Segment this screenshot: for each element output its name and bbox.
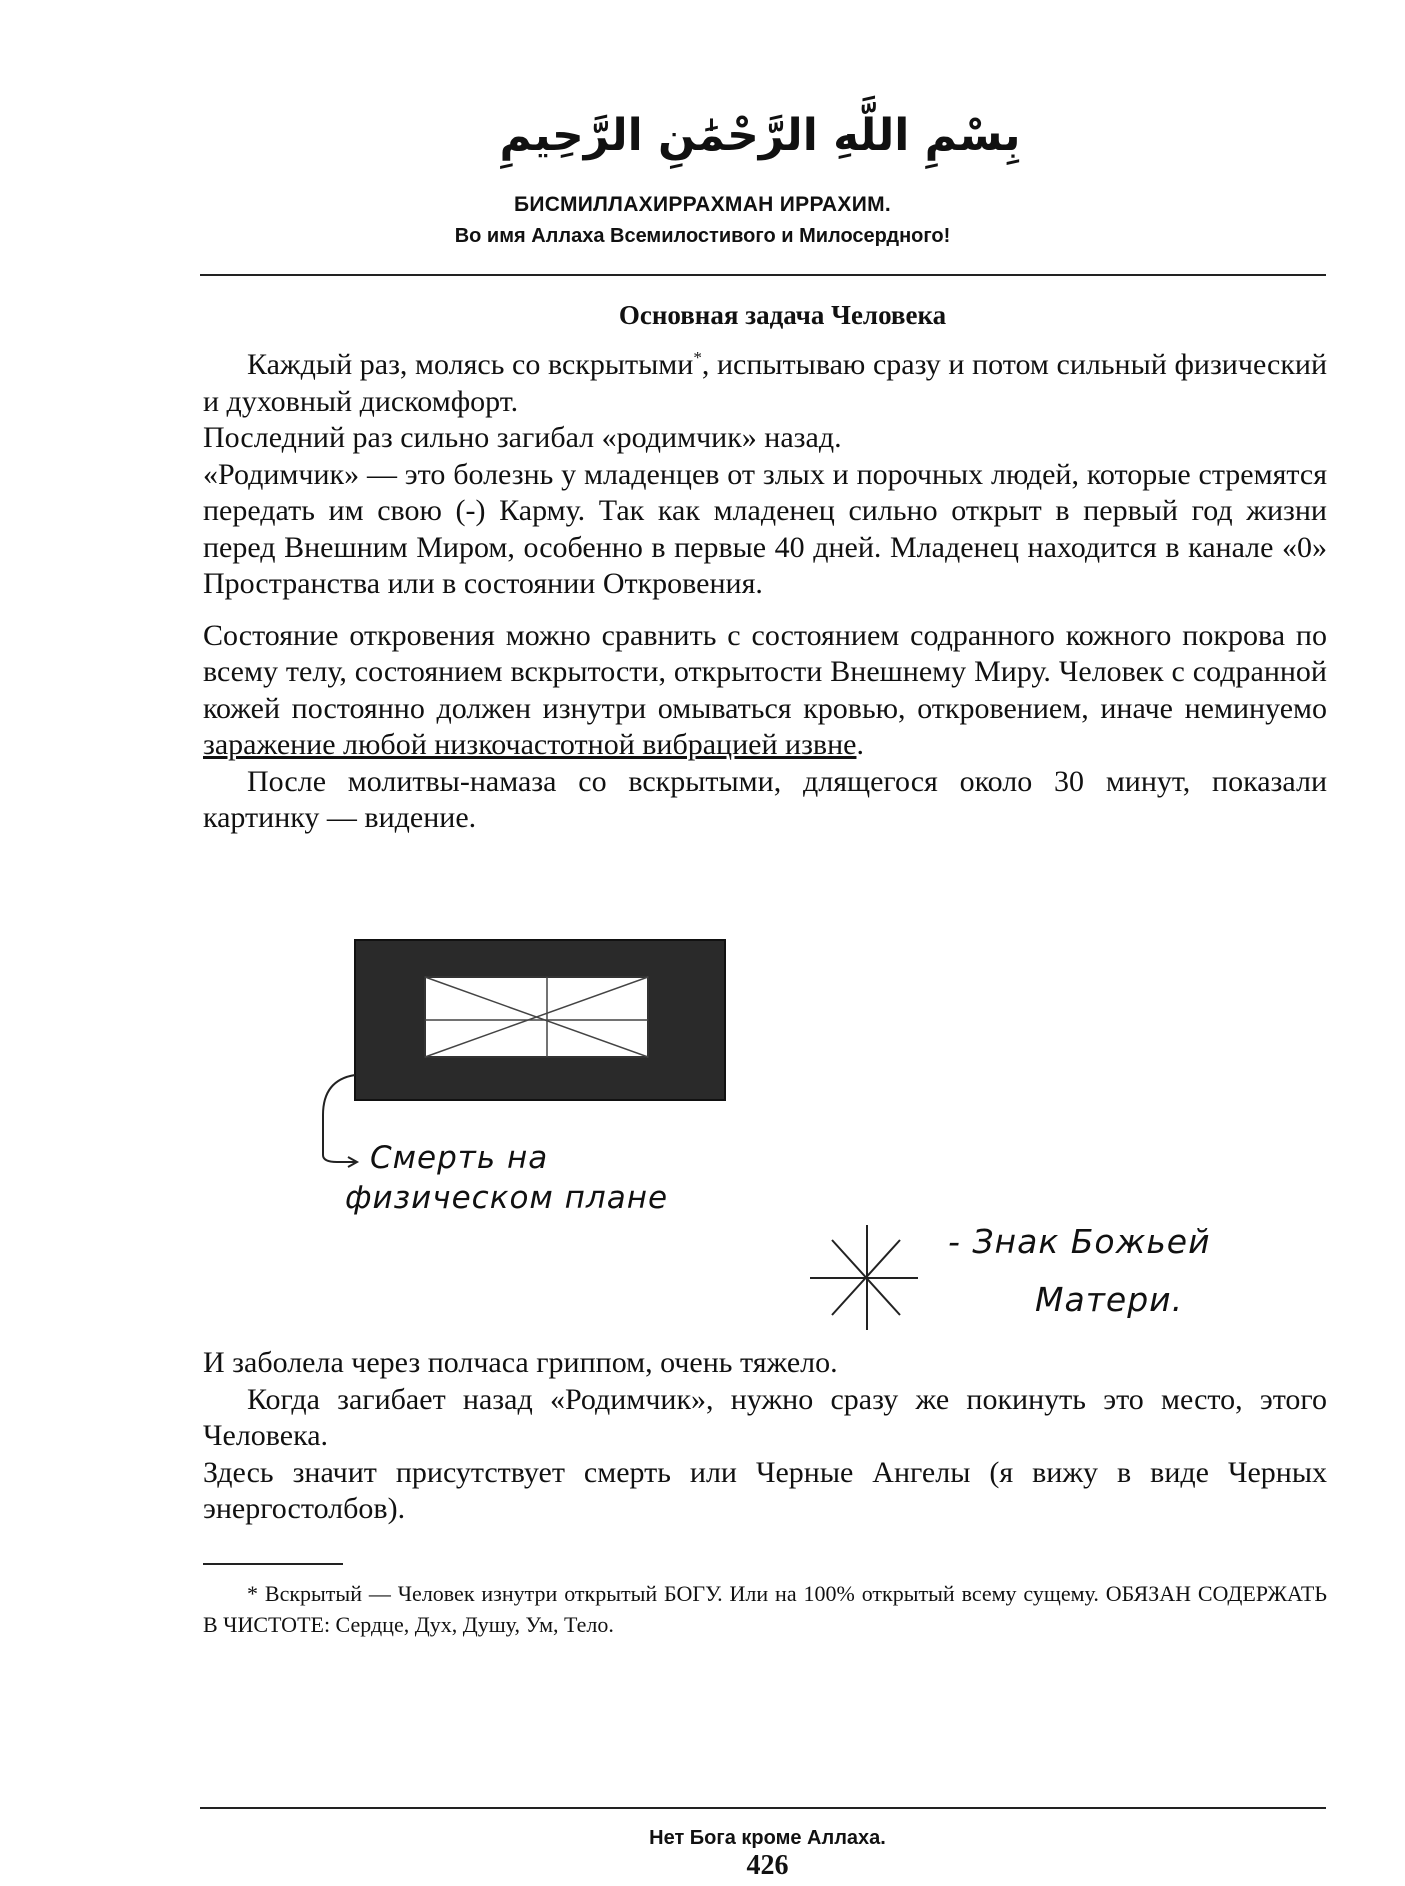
body-text-continued [203,1345,1327,1528]
paragraph-1-end: , испытываю сразу и потом сильный физический и духовный дискомфорт. [203,348,1328,418]
footnote-divider [203,1563,343,1565]
handwritten-label-sign-2: Матери. [1035,1280,1184,1319]
paragraph-2: Последний раз сильно загибал «родимчик» назад. [203,421,842,454]
footer-divider [200,1807,1326,1809]
paragraph-5: После молитвы-намаза со вскрытыми, длящегося около 30 минут, показали картинку — видение. [203,764,1327,834]
paragraph-8: Здесь значит присутствует смерть или Черные Ангелы (я вижу в виде Черных энергостолбов). [203,1455,1327,1525]
paragraph-4-start: Состояние откровения можно сравнить с состоянием содранного кожного покрова по всему телу, состоянием вскрытости, открытости Внешнему Миру. Человек с содранной кожей постоянно должен изнутри омываться кровью, откровением, иначе неминуемо [203,618,1327,725]
page-number: 426 [746,1850,789,1881]
footnote-marker: * [693,348,702,367]
header-subtitle: Во имя Аллаха Всемилостивого и Милосердного! [454,225,951,247]
paragraph-6: И заболела через полчаса гриппом, очень тяжело. [203,1346,838,1379]
section-title: Основная задача Человека [618,300,947,330]
body-text [203,347,1327,837]
handwritten-label-death-1: Смерть на [370,1140,549,1176]
paragraph-4 [203,618,1327,764]
paragraph-1 [203,347,1327,420]
header-divider [200,274,1326,276]
bismillah-calligraphy [499,82,1021,182]
paragraph-1-start: Каждый раз, молясь со вскрытыми [247,348,694,381]
calligraphy-text: بِسْمِ اللَّهِ الرَّحْمَٰنِ الرَّحِيمِ [499,110,1021,161]
footnote: * Вскрытый — Человек изнутри открытый БОГУ. Или на 100% открытый всему сущему. ОБЯЗАН СОДЕРЖАТЬ В ЧИСТОТЕ: Сердце, Дух, Душу, Ум, Тело. [203,1581,1327,1637]
handwritten-label-death-2: физическом плане [345,1180,669,1216]
pointer-arrow [323,1075,355,1162]
paragraph-4-end: . [856,728,864,761]
paragraph-3: «Родимчик» — это болезнь у младенцев от злых и порочных людей, которые стремятся передать им свою (-) Карму. Так как младенец сильно открыт в первый год жизни перед Внешним Миром, особенно в первые 40 дней. Младенец находится в канале «0» Пространства или в состоянии Откровения. [203,457,1327,600]
paragraph-4-underlined: заражение любой низкочастотной вибрацией извне [203,728,857,761]
header-title: БИСМИЛЛАХИРРАХМАН ИРРАХИМ. [513,193,892,216]
paragraph-7: Когда загибает назад «Родимчик», нужно сразу же покинуть это место, этого Человека. [203,1382,1327,1452]
footer-text: Нет Бога кроме Аллаха. [649,1827,886,1849]
handwritten-label-sign-1: - Знак Божьей [948,1222,1211,1261]
